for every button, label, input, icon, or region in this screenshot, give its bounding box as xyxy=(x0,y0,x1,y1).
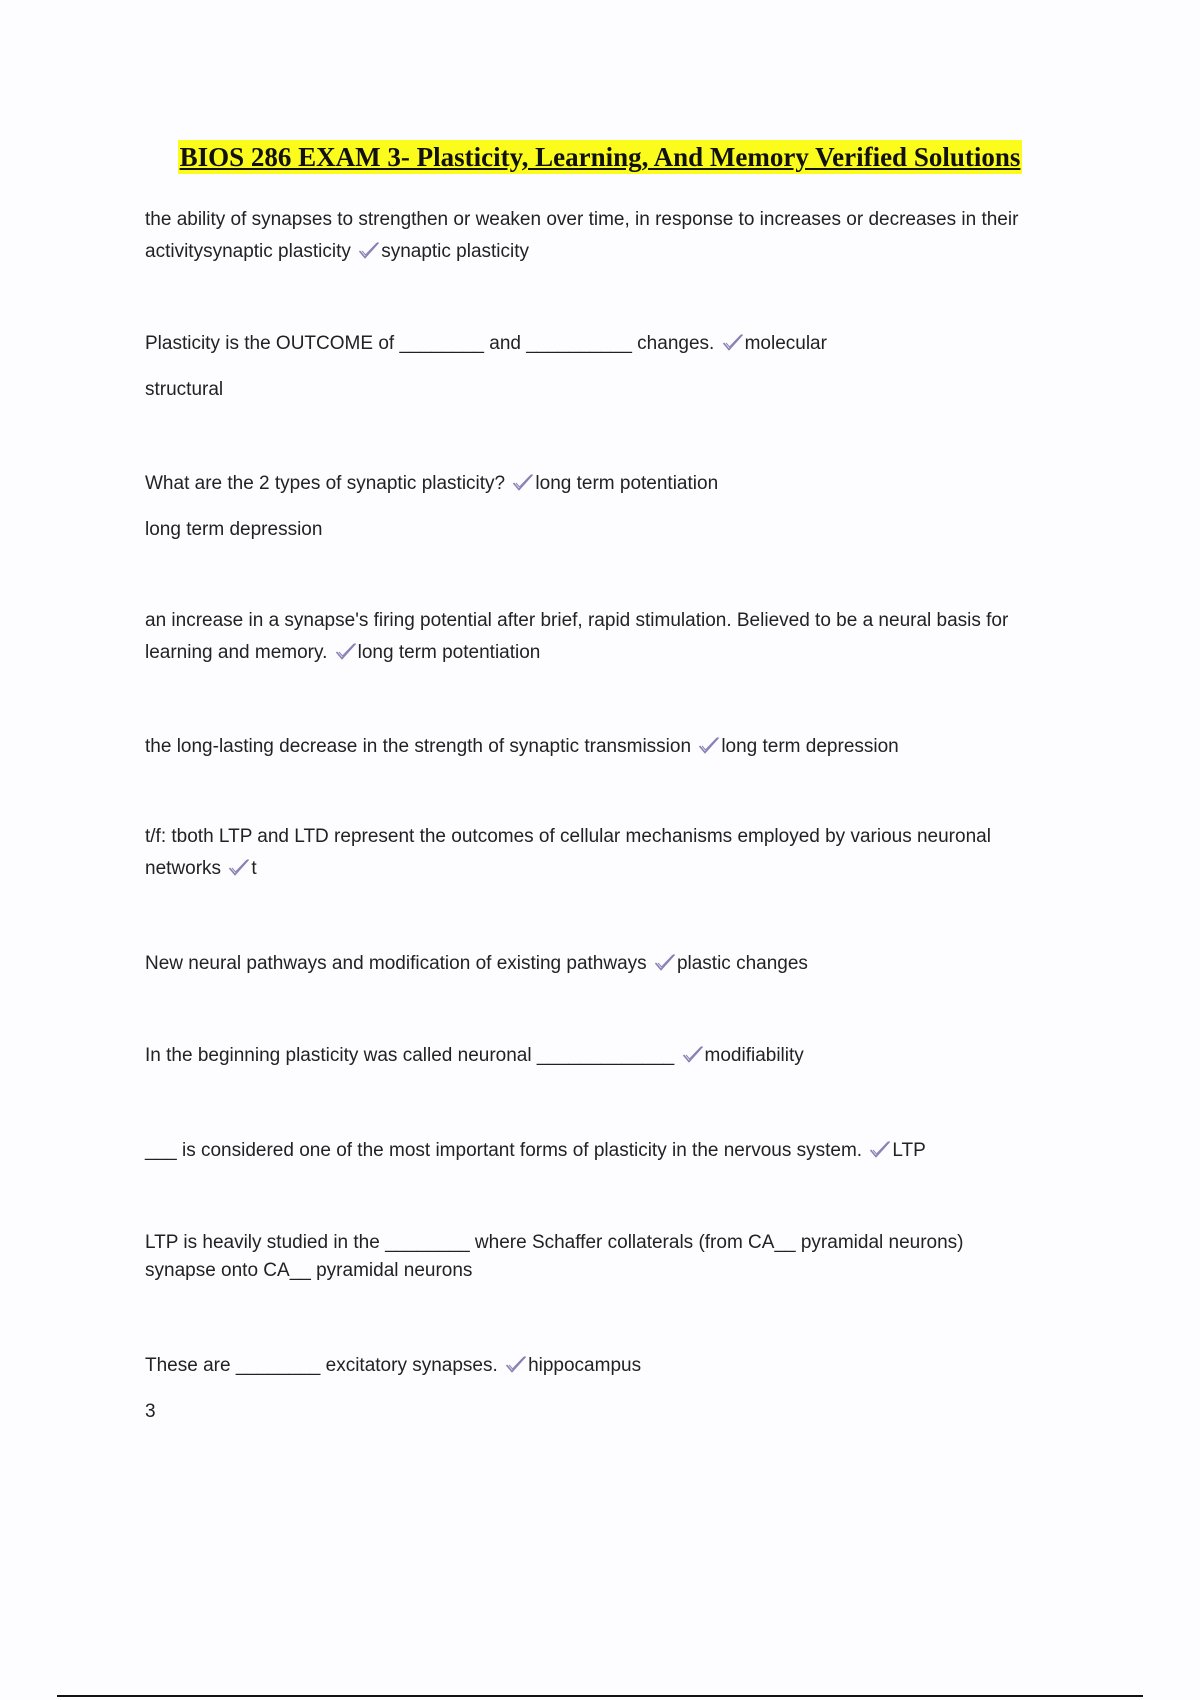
page-number: 3 xyxy=(145,1401,156,1422)
answer-text: synaptic plasticity xyxy=(381,241,530,262)
question-line xyxy=(145,328,1085,360)
answer-text: molecular xyxy=(744,333,827,354)
question-line-1: LTP is heavily studied in the ________ where Schaffer collaterals (from CA__ pyramidal neurons) xyxy=(145,1232,964,1253)
qa-item-8 xyxy=(145,1040,1085,1072)
document-title: BIOS 286 EXAM 3- Plasticity, Learning, And Memory Verified Solutions xyxy=(179,142,1021,172)
question-line-2: synapse onto CA__ pyramidal neurons xyxy=(145,1260,473,1281)
qa-item-7 xyxy=(145,948,1085,980)
qa-item-9 xyxy=(145,1135,1085,1167)
question-text: Plasticity is the OUTCOME of ________ and __________ changes. xyxy=(145,333,715,354)
check-icon xyxy=(335,641,357,661)
answer-text: plastic changes xyxy=(676,953,808,974)
qa-item-5 xyxy=(145,731,1085,763)
question-line xyxy=(145,731,1085,763)
question-text: activitysynaptic plasticity xyxy=(145,241,351,262)
check-icon xyxy=(228,857,250,877)
question-line-2 xyxy=(145,637,1085,669)
answer-text: long term depression xyxy=(721,736,899,757)
check-icon xyxy=(698,735,720,755)
question-line xyxy=(145,468,1085,500)
answer-text: long term potentiation xyxy=(357,642,541,663)
question-line xyxy=(145,948,1085,980)
qa-item-1 xyxy=(145,204,1085,268)
check-icon xyxy=(654,952,676,972)
question-text: learning and memory. xyxy=(145,642,328,663)
answer-text: hippocampus xyxy=(528,1355,642,1376)
question-line-1: an increase in a synapse's firing potential after brief, rapid stimulation. Believed to be a neural basis for xyxy=(145,610,1009,631)
footer-rule xyxy=(57,1695,1143,1697)
check-icon xyxy=(869,1139,891,1159)
question-text: New neural pathways and modification of existing pathways xyxy=(145,953,647,974)
answer-text: long term potentiation xyxy=(535,473,719,494)
question-text: These are ________ excitatory synapses. xyxy=(145,1355,498,1376)
qa-item-2 xyxy=(145,328,1085,406)
check-icon xyxy=(722,332,744,352)
answer-text: modifiability xyxy=(704,1045,804,1066)
answer-text: LTP xyxy=(892,1140,926,1161)
title-wrap xyxy=(0,140,1200,174)
question-line-2 xyxy=(145,236,1085,268)
question-text: In the beginning plasticity was called neuronal _____________ xyxy=(145,1045,675,1066)
question-line-1: the ability of synapses to strengthen or weaken over time, in response to increases or decreases in their xyxy=(145,209,1019,230)
check-icon xyxy=(505,1354,527,1374)
qa-item-4 xyxy=(145,605,1085,669)
qa-item-10 xyxy=(145,1229,1085,1285)
question-line xyxy=(145,1350,1085,1382)
question-line xyxy=(145,1135,1085,1167)
qa-item-6 xyxy=(145,821,1085,885)
answer-line-2: long term depression xyxy=(145,519,323,540)
answer-text: t xyxy=(251,858,257,879)
question-text: ___ is considered one of the most important forms of plasticity in the nervous system. xyxy=(145,1140,863,1161)
qa-item-11 xyxy=(145,1350,1085,1382)
question-line-2 xyxy=(145,853,1085,885)
check-icon xyxy=(358,240,380,260)
question-text: the long-lasting decrease in the strength of synaptic transmission xyxy=(145,736,692,757)
question-text: What are the 2 types of synaptic plasticity? xyxy=(145,473,506,494)
question-line xyxy=(145,1040,1085,1072)
qa-item-3 xyxy=(145,468,1085,546)
question-text: networks xyxy=(145,858,222,879)
check-icon xyxy=(682,1044,704,1064)
check-icon xyxy=(512,472,534,492)
question-line-1: t/f: tboth LTP and LTD represent the outcomes of cellular mechanisms employed by various neuronal xyxy=(145,826,991,847)
answer-line-2: structural xyxy=(145,379,224,400)
